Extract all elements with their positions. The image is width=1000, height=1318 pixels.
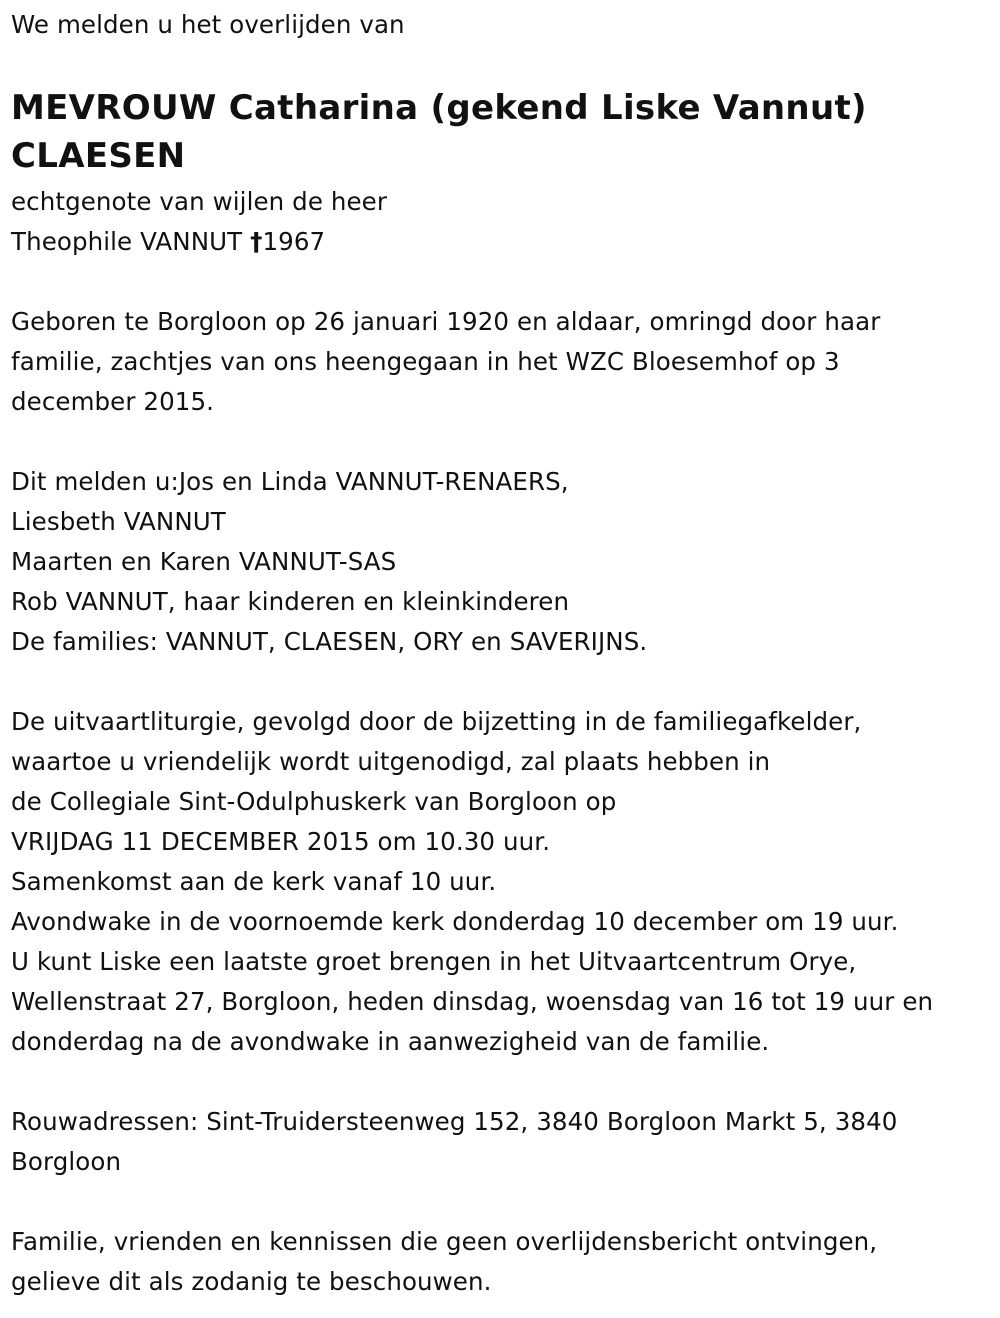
spouse-name: Theophile VANNUT: [11, 227, 251, 256]
spouse-intro: echtgenote van wijlen de heer: [11, 187, 388, 216]
funeral-line: VRIJDAG 11 DECEMBER 2015 om 10.30 uur.: [11, 827, 551, 856]
intro-text: We melden u het overlijden van: [11, 10, 405, 39]
birth-line: december 2015.: [11, 387, 215, 416]
funeral-line: Wellenstraat 27, Borgloon, heden dinsdag, woensdag van 16 tot 19 uur en: [11, 987, 934, 1016]
funeral-line: de Collegiale Sint-Odulphuskerk van Borgloon op: [11, 787, 617, 816]
family-line: Maarten en Karen VANNUT-SAS: [11, 547, 397, 576]
funeral-line: waartoe u vriendelijk wordt uitgenodigd, zal plaats hebben in: [11, 747, 771, 776]
funeral-line: Samenkomst aan de kerk vanaf 10 uur.: [11, 867, 497, 896]
addresses-line: Rouwadressen: Sint-Truidersteenweg 152, 3840 Borgloon Markt 5, 3840: [11, 1107, 898, 1136]
closing-line: Familie, vrienden en kennissen die geen overlijdensbericht ontvingen,: [11, 1227, 878, 1256]
spouse-death-year: 1967: [262, 227, 326, 256]
spouse-section: [11, 182, 387, 262]
funeral-line: Avondwake in de voornoemde kerk donderdag 10 december om 19 uur.: [11, 907, 899, 936]
birth-line: familie, zachtjes van ons heengegaan in het WZC Bloesemhof op 3: [11, 347, 840, 376]
addresses-line: Borgloon: [11, 1147, 122, 1176]
closing-line: gelieve dit als zodanig te beschouwen.: [11, 1267, 492, 1296]
family-paragraph: [11, 462, 647, 662]
family-line: Dit melden u:Jos en Linda VANNUT-RENAERS,: [11, 467, 569, 496]
birth-line: Geboren te Borgloon op 26 januari 1920 en aldaar, omringd door haar: [11, 307, 881, 336]
deceased-name-line-2: CLAESEN: [11, 136, 186, 176]
spouse-line: [11, 222, 387, 262]
addresses-paragraph: [11, 1102, 897, 1182]
funeral-line: U kunt Liske een laatste groet brengen in het Uitvaartcentrum Orye,: [11, 947, 857, 976]
funeral-line: De uitvaartliturgie, gevolgd door de bijzetting in de familiegafkelder,: [11, 707, 862, 736]
family-line: De families: VANNUT, CLAESEN, ORY en SAVERIJNS.: [11, 627, 648, 656]
birth-paragraph: [11, 302, 880, 422]
cross-icon: †: [250, 227, 263, 256]
closing-paragraph: [11, 1222, 877, 1302]
family-line: Liesbeth VANNUT: [11, 507, 226, 536]
funeral-line: donderdag na de avondwake in aanwezigheid van de familie.: [11, 1027, 770, 1056]
deceased-name-line-1: MEVROUW Catharina (gekend Liske Vannut): [11, 88, 867, 128]
funeral-paragraph: [11, 702, 933, 1062]
family-line: Rob VANNUT, haar kinderen en kleinkinderen: [11, 587, 570, 616]
deceased-name: [11, 84, 867, 180]
